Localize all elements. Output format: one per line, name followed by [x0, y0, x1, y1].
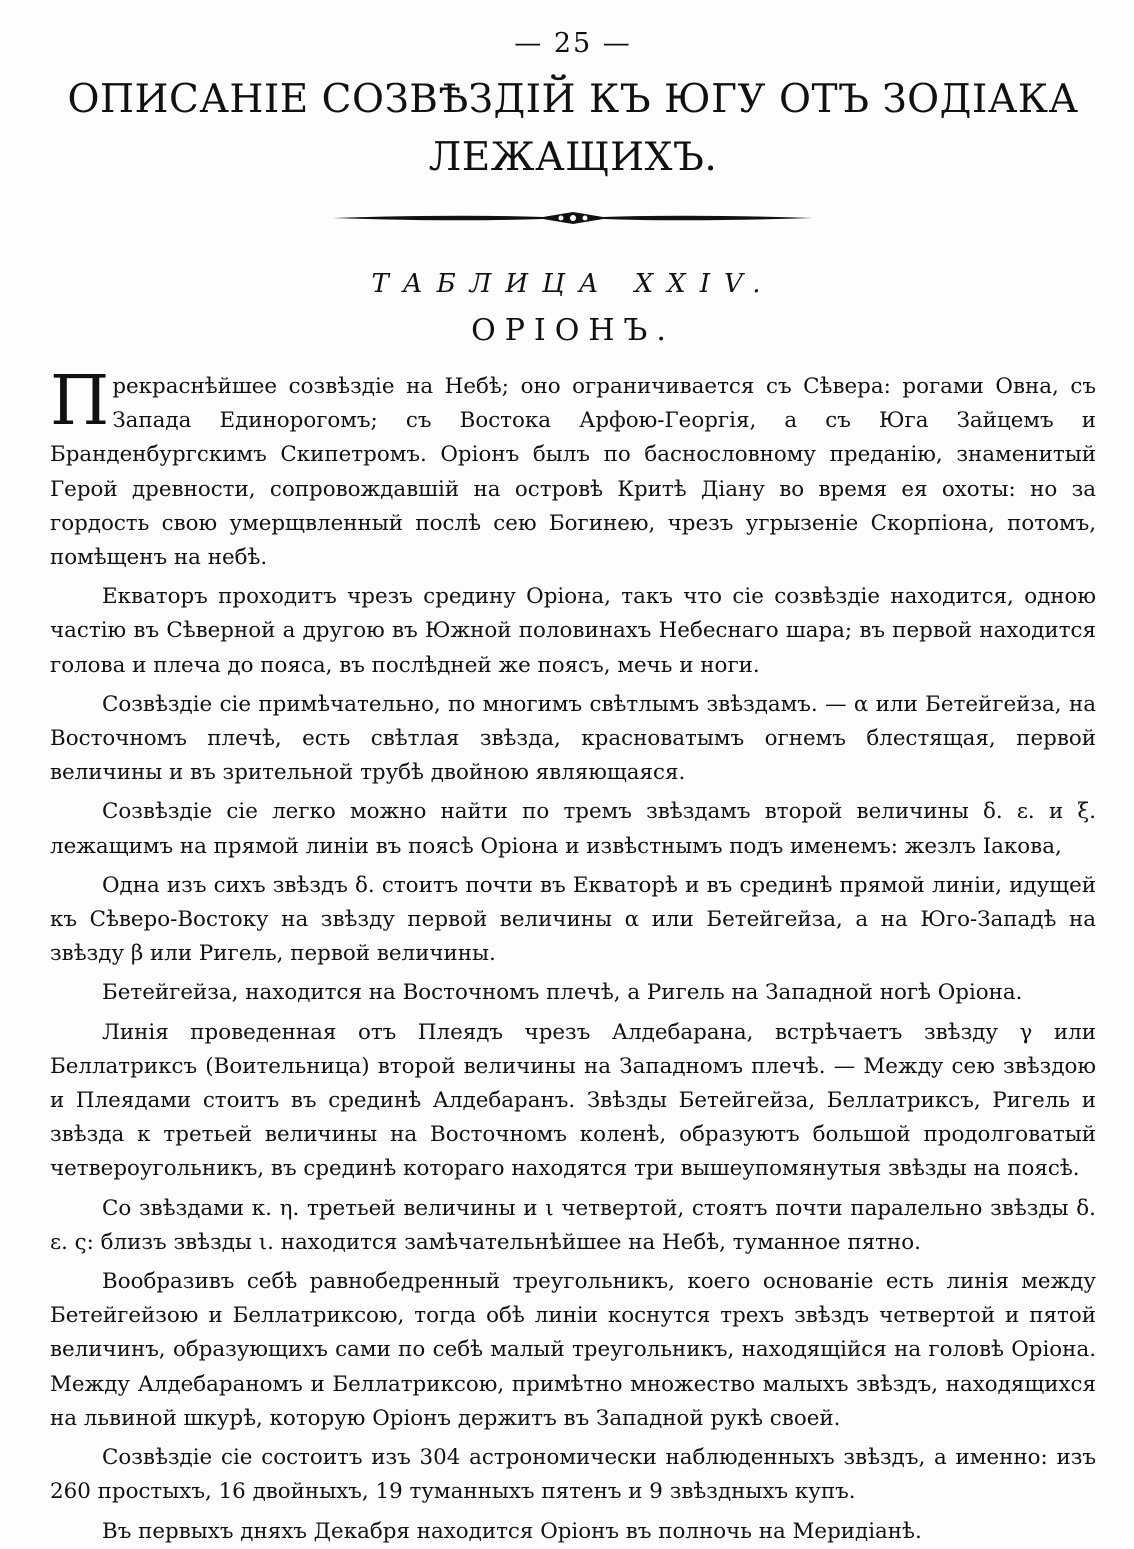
chapter-title-line-2: ЛЕЖАЩИХЪ. — [428, 135, 718, 180]
table-heading: ТАБЛИЦА XXIV. — [371, 269, 775, 299]
drop-cap: П — [50, 362, 110, 441]
ornamental-rule — [50, 211, 1096, 225]
paragraph-7: Линія проведенная отъ Плеядъ чрезъ Алдебарана, встрѣчаетъ звѣзду γ или Беллатриксъ (Воительница) второй величины на Западномъ плечѣ. — Между сею звѣздою и Плеядами стоитъ въ срединѣ Алдебаранъ. Звѣзды Бетейгейза, Беллатриксъ, Ригель и звѣзда κ третьей величины на Восточномъ коленѣ, образуютъ большой продолговатый четвероугольникъ, въ срединѣ котораго находятся три вышеупомянутыя звѣзды на поясѣ. — [50, 1019, 1096, 1182]
paragraph-10: Созвѣздіе сіе состоитъ изъ 304 астрономически наблюденныхъ звѣздъ, а именно: изъ 260 простыхъ, 16 двойныхъ, 19 туманныхъ пятенъ и 9 звѣздныхъ купъ. — [50, 1445, 1096, 1505]
paragraph-6: Бетейгейза, находится на Восточномъ плечѣ, а Ригель на Западной ногѣ Оріона. — [102, 980, 1023, 1006]
body-text — [50, 362, 1096, 1549]
chapter-title-line-1: ОПИСАНІЕ СОЗВѢЗДІЙ КЪ ЮГУ ОТЪ ЗОДІАКА — [67, 77, 1079, 122]
constellation-name: ОРІОНЪ. — [471, 313, 675, 348]
paragraph-9: Вообразивъ себѣ равнобедренный треугольникъ, коего основаніе есть линія между Бетейгейзою и Беллатриксою, тогда обѣ линіи коснутся трехъ звѣздъ четвертой и пятой величинъ, образующихъ сами по себѣ малый треугольникъ, находящійся на головѣ Оріона. Между Алдебараномъ и Беллатриксою, примѣтно множество малыхъ звѣздъ, находящихся на львиной шкурѣ, которую Оріонъ держитъ въ Западной рукѣ своей. — [50, 1269, 1096, 1431]
paragraph-11: Въ первыхъ дняхъ Декабря находится Оріонъ въ полночь на Меридіанѣ. — [102, 1518, 922, 1544]
chapter-title — [50, 71, 1096, 187]
paragraph-4: Созвѣздіе сіе легко можно найти по тремъ звѣздамъ второй величины δ. ε. и ξ. лежащимъ на прямой линіи въ поясѣ Оріона и извѣстнымъ подъ именемъ: жезлъ Іакова, — [50, 799, 1096, 859]
paragraph-2: Екваторъ проходитъ чрезъ средину Оріона, такъ что сіе созвѣздіе находится, одною частію въ Сѣверной а другою въ Южной половинахъ Небеснаго шара; въ первой находится голова и плеча до пояса, въ послѣдней же поясъ, мечь и ноги. — [50, 584, 1096, 678]
paragraph-1 — [50, 362, 1096, 575]
page-number: — 25 — — [514, 28, 632, 59]
paragraph-text: рекраснѣйшее созвѣздіе на Небѣ; оно ограничивается съ Сѣвера: рогами Овна, съ Запада Единорогомъ; съ Востока Арфою-Георгія, а съ Юга Зайцемъ и Бранденбургскимъ Скипетромъ. Оріонъ былъ по баснословному преданію, знаменитый Герой древности, сопровождавшій на островѣ Критѣ Діану во время ея охоты: но за гордость свою умерщвленный послѣ сею Богинею, чрезъ угрызеніе Скорпіона, потомъ, помѣщенъ на небѣ. — [50, 374, 1096, 571]
paragraph-8: Со звѣздами κ. η. третьей величины и ι четвертой, стоятъ почти паралельно звѣзды δ. ε. ς: близъ звѣзды ι. находится замѣчательнѣйшее на Небѣ, туманное пятно. — [50, 1195, 1096, 1255]
paragraph-5: Одна изъ сихъ звѣздъ δ. стоитъ почти въ Екваторѣ и въ срединѣ прямой линіи, идущей къ Сѣверо-Востоку на звѣзду первой величины α или Бетейгейза, а на Юго-Западѣ на звѣзду β или Ригель, первой величины. — [50, 872, 1096, 967]
paragraph-3: Созвѣздіе сіе примѣчательно, по многимъ свѣтлымъ звѣздамъ. — α или Бетейгейза, на Восточномъ плечѣ, есть свѣтлая звѣзда, красноватымъ огнемъ блестящая, первой величины и въ зрительной трубѣ двойною являющаяся. — [50, 691, 1096, 786]
